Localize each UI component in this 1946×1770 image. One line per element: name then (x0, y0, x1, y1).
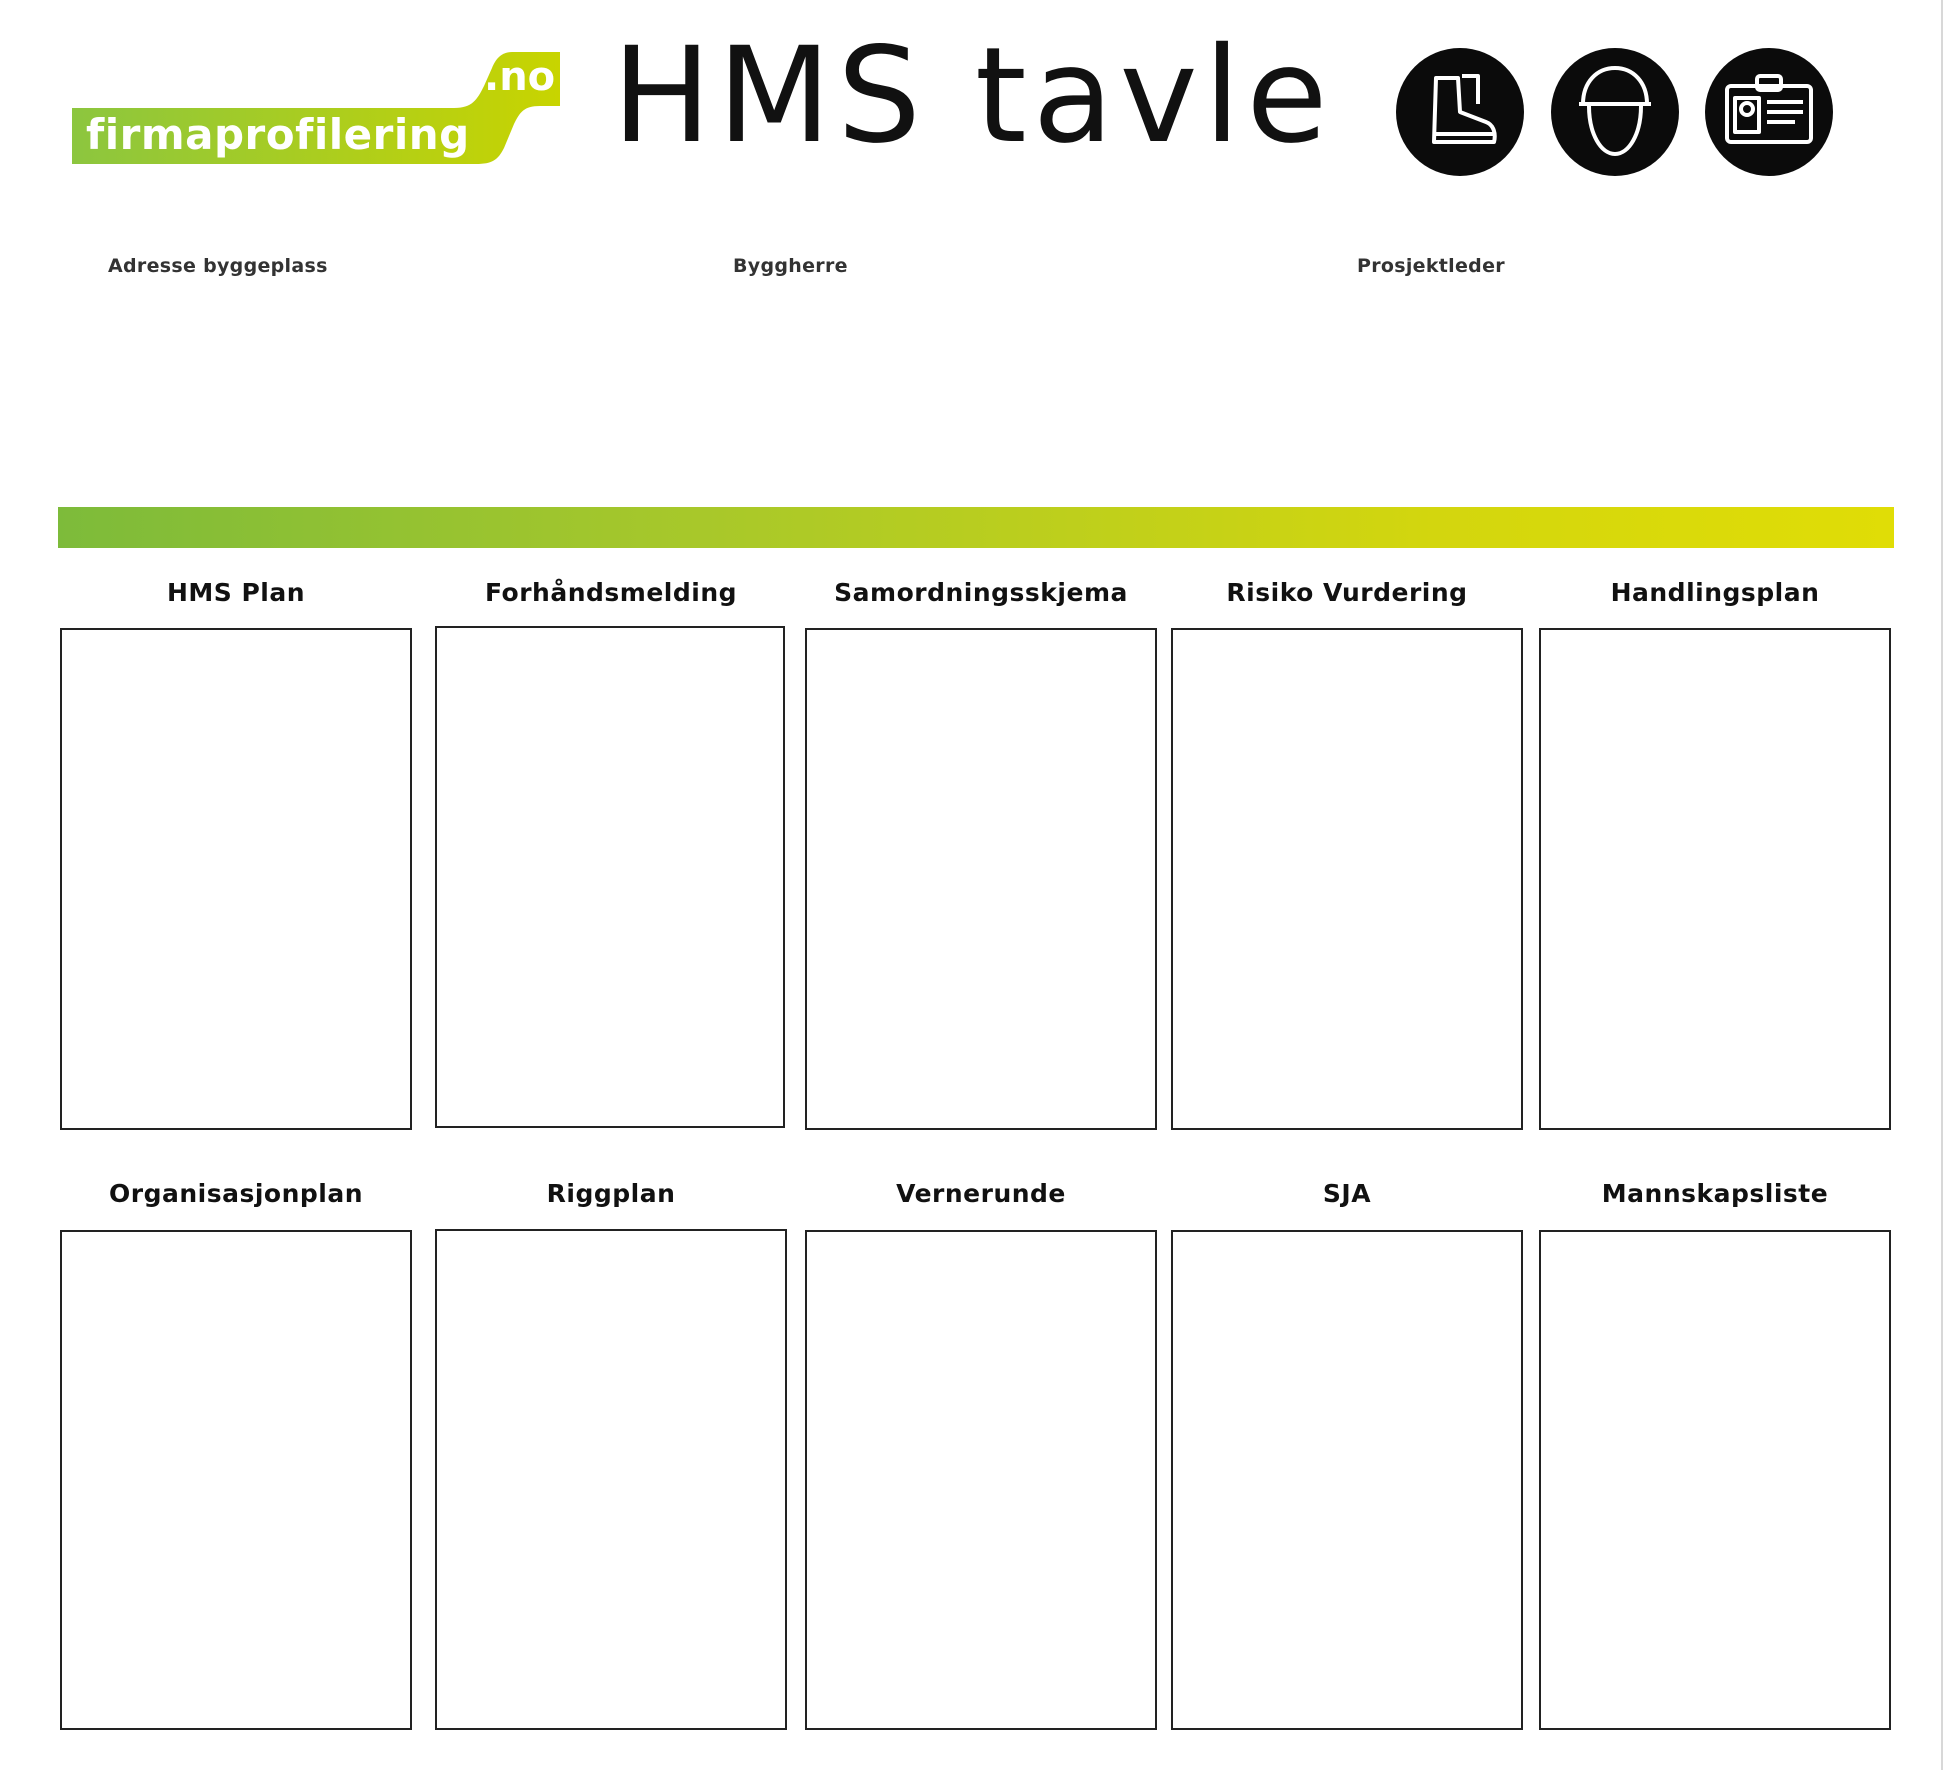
panel-risiko-vurdering (1171, 628, 1523, 1130)
panel-label-handlingsplan: Handlingsplan (1610, 578, 1820, 607)
panel-label-mannskapsliste: Mannskapsliste (1601, 1179, 1829, 1208)
id-card-icon (1703, 46, 1835, 178)
logo-text: firmaprofilering (86, 110, 470, 159)
panel-label-hms-plan: HMS Plan (166, 578, 306, 607)
panel-sja (1171, 1230, 1523, 1730)
panel-hms-plan (60, 628, 412, 1130)
gradient-divider (58, 507, 1894, 548)
panel-label-forhandsmelding: Forhåndsmelding (484, 578, 738, 607)
panel-riggplan (435, 1229, 787, 1730)
panel-vernerunde (805, 1230, 1157, 1730)
panel-handlingsplan (1539, 628, 1891, 1130)
logo-tld: .no (484, 54, 556, 100)
safety-boot-icon (1394, 46, 1526, 178)
panel-forhandsmelding (435, 626, 785, 1128)
panel-samordningsskjema (805, 628, 1157, 1130)
panel-label-riggplan: Riggplan (546, 1179, 676, 1208)
panel-mannskapsliste (1539, 1230, 1891, 1730)
firmaprofilering-logo (72, 50, 562, 166)
developer-field-label: Byggherre (733, 255, 848, 277)
panel-label-risiko-vurdering: Risiko Vurdering (1226, 578, 1468, 607)
panel-organisasjonplan (60, 1230, 412, 1730)
panel-label-sja: SJA (1322, 1179, 1372, 1208)
address-field-label: Adresse byggeplass (108, 255, 328, 277)
board-title: HMS tavle (612, 19, 1334, 173)
page-edge (1941, 0, 1943, 1770)
hard-hat-icon (1549, 46, 1681, 178)
panel-label-vernerunde: Vernerunde (896, 1179, 1066, 1208)
panel-label-organisasjonplan: Organisasjonplan (108, 1179, 364, 1208)
project-manager-field-label: Prosjektleder (1357, 255, 1505, 277)
panel-label-samordningsskjema: Samordningsskjema (834, 578, 1128, 607)
